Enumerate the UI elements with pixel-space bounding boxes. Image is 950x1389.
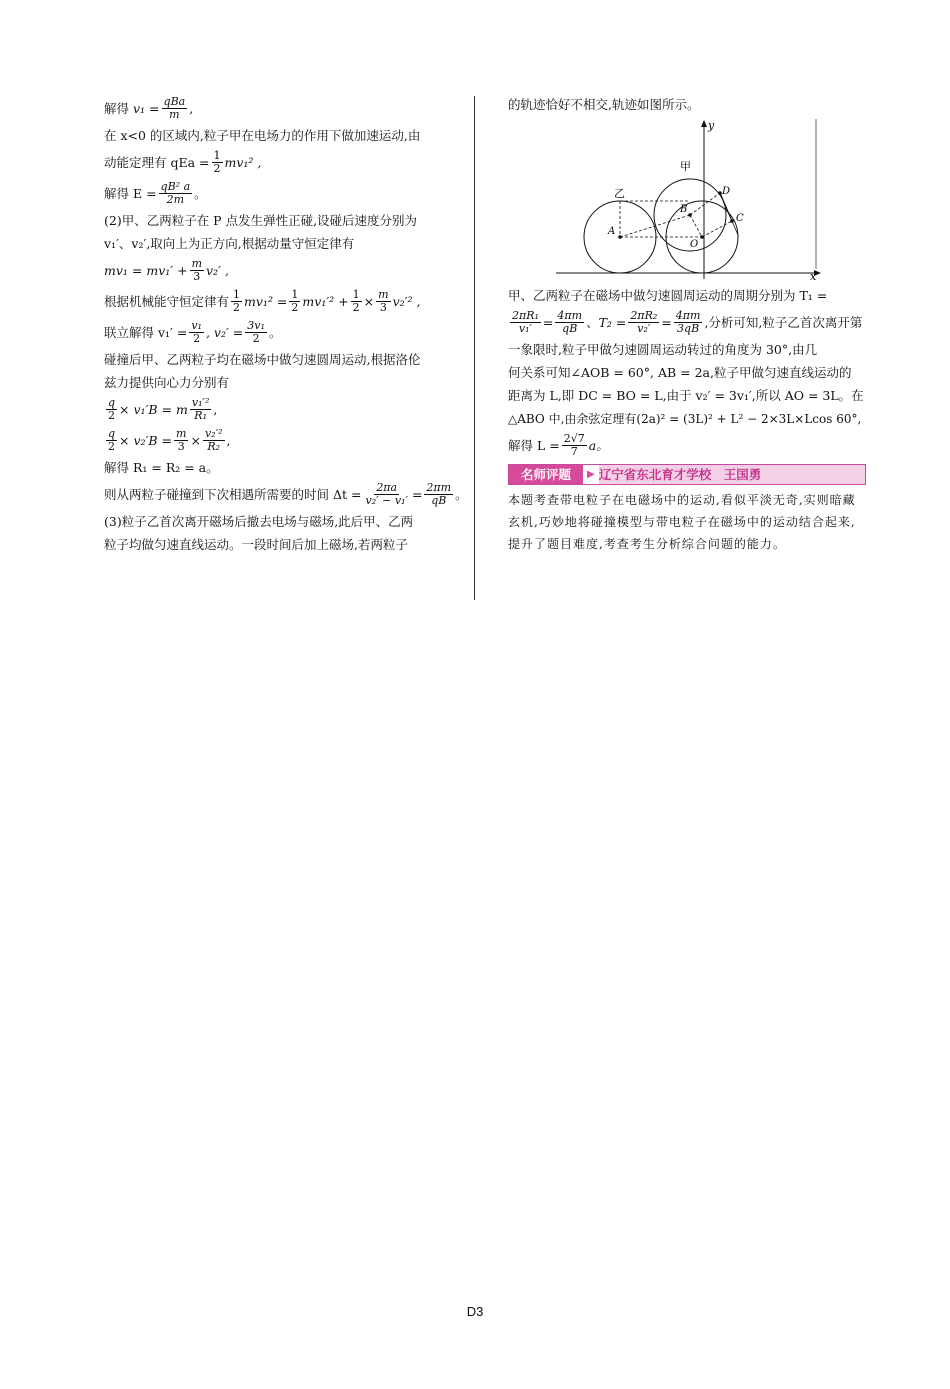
point-O [700,235,704,239]
left-column [104,95,468,559]
point-C [730,219,734,223]
eq-time: 则从两粒子碰撞到下次相遇所需要的时间 Δt = $\frac{2\pi a}{\text{v₂′ − v₁′}}$ = $\frac{2\pi m}{qB}$ 。 [104,481,468,507]
eq-energy: 动能定理有 qEa = $\frac{1}{2}$ mv₁² , [104,149,262,175]
eq-E: 解得 E = $\frac{\text{qB² a}}{2m}$ 。 [104,180,207,206]
eq-v1: 解得 v₁ = $\frac{\text{qBa}}{m}$ , [104,95,194,121]
text-line: 在 x<0 的区域内,粒子甲在电场力的作用下做加速运动,由 [104,128,421,143]
fraction: $\frac{m}{3}$ [378,288,389,314]
y-axis-arrow [701,120,707,127]
fraction: $\frac{\text{3v₁}}{2}$ [247,319,265,345]
fraction: $\frac{\text{v₂′²}}{\text{R₂}}$ [204,427,223,453]
eq-lorentz-1: $\frac{q}{2}$ × v₁′B = m $\frac{\text{v₁′²}}{\text{R₁}}$ , [108,396,218,422]
fraction: $\frac{1}{2}$ [213,149,221,175]
fraction: $\frac{2\pi a}{\text{v₂′ − v₁′}}$ [365,481,408,507]
text-line: 一象限时,粒子甲做匀速圆周运动转过的角度为 30°,由几 [508,342,818,357]
fraction: $\frac{q}{2}$ [108,396,116,422]
eq-solve-velocities: 联立解得 v₁′ = $\frac{\text{v₁}}{2}$ , v₂′ = $\frac{\text{3v₁}}{2}$ 。 [104,319,282,345]
text-line: 甲、乙两粒子在磁场中做匀速圆周运动的周期分别为 T₁ = [508,288,828,303]
fraction: $\frac{\text{2πR₁}}{\text{v₁′}}$ [512,309,539,335]
fraction: $\frac{2\pi m}{qB}$ [426,481,452,507]
label-jia: 甲 [680,160,691,173]
dashed-line [690,215,702,237]
right-column [508,96,866,555]
text-line: 粒子均做匀速直线运动。一段时间后加上磁场,若两粒子 [104,537,408,552]
eq-energy-conservation: 根据机械能守恒定律有 $\frac{1}{2}$ mv₁² = $\frac{1}{2}$ mv₁′² + $\frac{1}{2}$ × $\frac{m}{3}$ v₂′² , [104,288,421,314]
label-C: C [736,213,744,224]
fraction: $\frac{m}{3}$ [191,257,202,283]
eq-L: 解得 L = $\frac{2√7}{7}$ a。 [508,432,609,458]
text-line: v₁′、v₂′,取向上为正方向,根据动量守恒定律有 [104,236,355,251]
fraction: $\frac{\text{qB² a}}{2m}$ [160,180,191,206]
fraction: $\frac{q}{2}$ [108,427,116,453]
text-line: 兹力提供向心力分别有 [104,375,230,390]
text-line: 解得 R₁ = R₂ = a。 [104,460,219,475]
fraction: $\frac{m}{3}$ [176,427,187,453]
comment-text: 本题考查带电粒子在电磁场中的运动,看似平淡无奇,实则暗藏玄机,巧妙地将碰撞模型与带电粒子在磁场中的运动结合起来,提升了题目难度,考查考生分析综合问题的能力。 [508,493,856,551]
fraction: $\frac{1}{2}$ [291,288,299,314]
page-number: D3 [466,1304,484,1319]
eq-momentum: mv₁ = mv₁′ + $\frac{m}{3}$ v₂′ , [104,257,229,283]
fraction: $\frac{1}{2}$ [352,288,360,314]
fraction: $\frac{\text{2πR₂}}{\text{v₂′}}$ [630,309,658,335]
label-y: y [708,119,715,132]
fraction: $\frac{\text{v₁′²}}{\text{R₁}}$ [191,396,210,422]
comment-author: 辽宁省东北育才学校 王国勇 [599,465,865,484]
text-line: 碰撞后甲、乙两粒子均在磁场中做匀速圆周运动,根据洛伦 [104,352,421,367]
label-yi: 乙 [614,187,625,200]
teacher-comment-header [508,464,866,485]
text-line: △ABO 中,由余弦定理有(2a)² = (3L)² + L² − 2×3L×Lcos 60°, [508,412,862,426]
fraction: $\frac{\text{v₁}}{2}$ [191,319,202,345]
fraction: $\frac{4\pi m}{3qB}$ [675,309,701,335]
fraction: $\frac{1}{2}$ [233,288,241,314]
dashed-line [702,221,732,237]
text-line: 距离为 L,即 DC = BO = L,由于 v₂′ = 3v₁′,所以 AO = 3L。在 [508,388,864,403]
eq-lorentz-2: $\frac{q}{2}$ × v₂′B = $\frac{m}{3}$ × $\frac{\text{v₂′²}}{\text{R₂}}$ , [108,427,231,453]
trajectory-figure [508,119,866,281]
label-B: B [680,204,688,215]
text-line: (3)粒子乙首次离开磁场后撤去电场与磁场,此后甲、乙两 [104,514,414,529]
arrow-icon: ▶ [587,469,595,480]
point-B [688,213,692,217]
label-x: x [810,270,817,281]
column-divider [474,96,475,600]
dashed-line [620,215,690,237]
fraction: $\frac{2√7}{7}$ [563,432,585,458]
label-D: D [722,186,731,197]
text-line: (2)甲、乙两粒子在 P 点发生弹性正碰,设碰后速度分别为 [104,213,418,228]
comment-badge: 名师评题 [509,465,583,484]
text-line: 何关系可知∠AOB = 60°, AB = 2a,粒子甲做匀速直线运动的 [508,365,852,380]
label-O: O [690,239,699,250]
eq-periods: $\frac{\text{2πR₁}}{\text{v₁′}}$ = $\frac{4\pi m}{qB}$ 、T₂ = $\frac{\text{2πR₂}}{\text{v₂′}}$ = $\frac{4\pi m}{3qB}$ ,分析可知,粒子乙首次离开第 [512,309,863,335]
text-line: 的轨迹恰好不相交,轨迹如图所示。 [508,97,700,112]
label-A: A [608,226,616,237]
point-A [618,235,622,239]
fraction: $\frac{4\pi m}{qB}$ [557,309,583,335]
fraction: $\frac{\text{qBa}}{m}$ [163,95,186,121]
